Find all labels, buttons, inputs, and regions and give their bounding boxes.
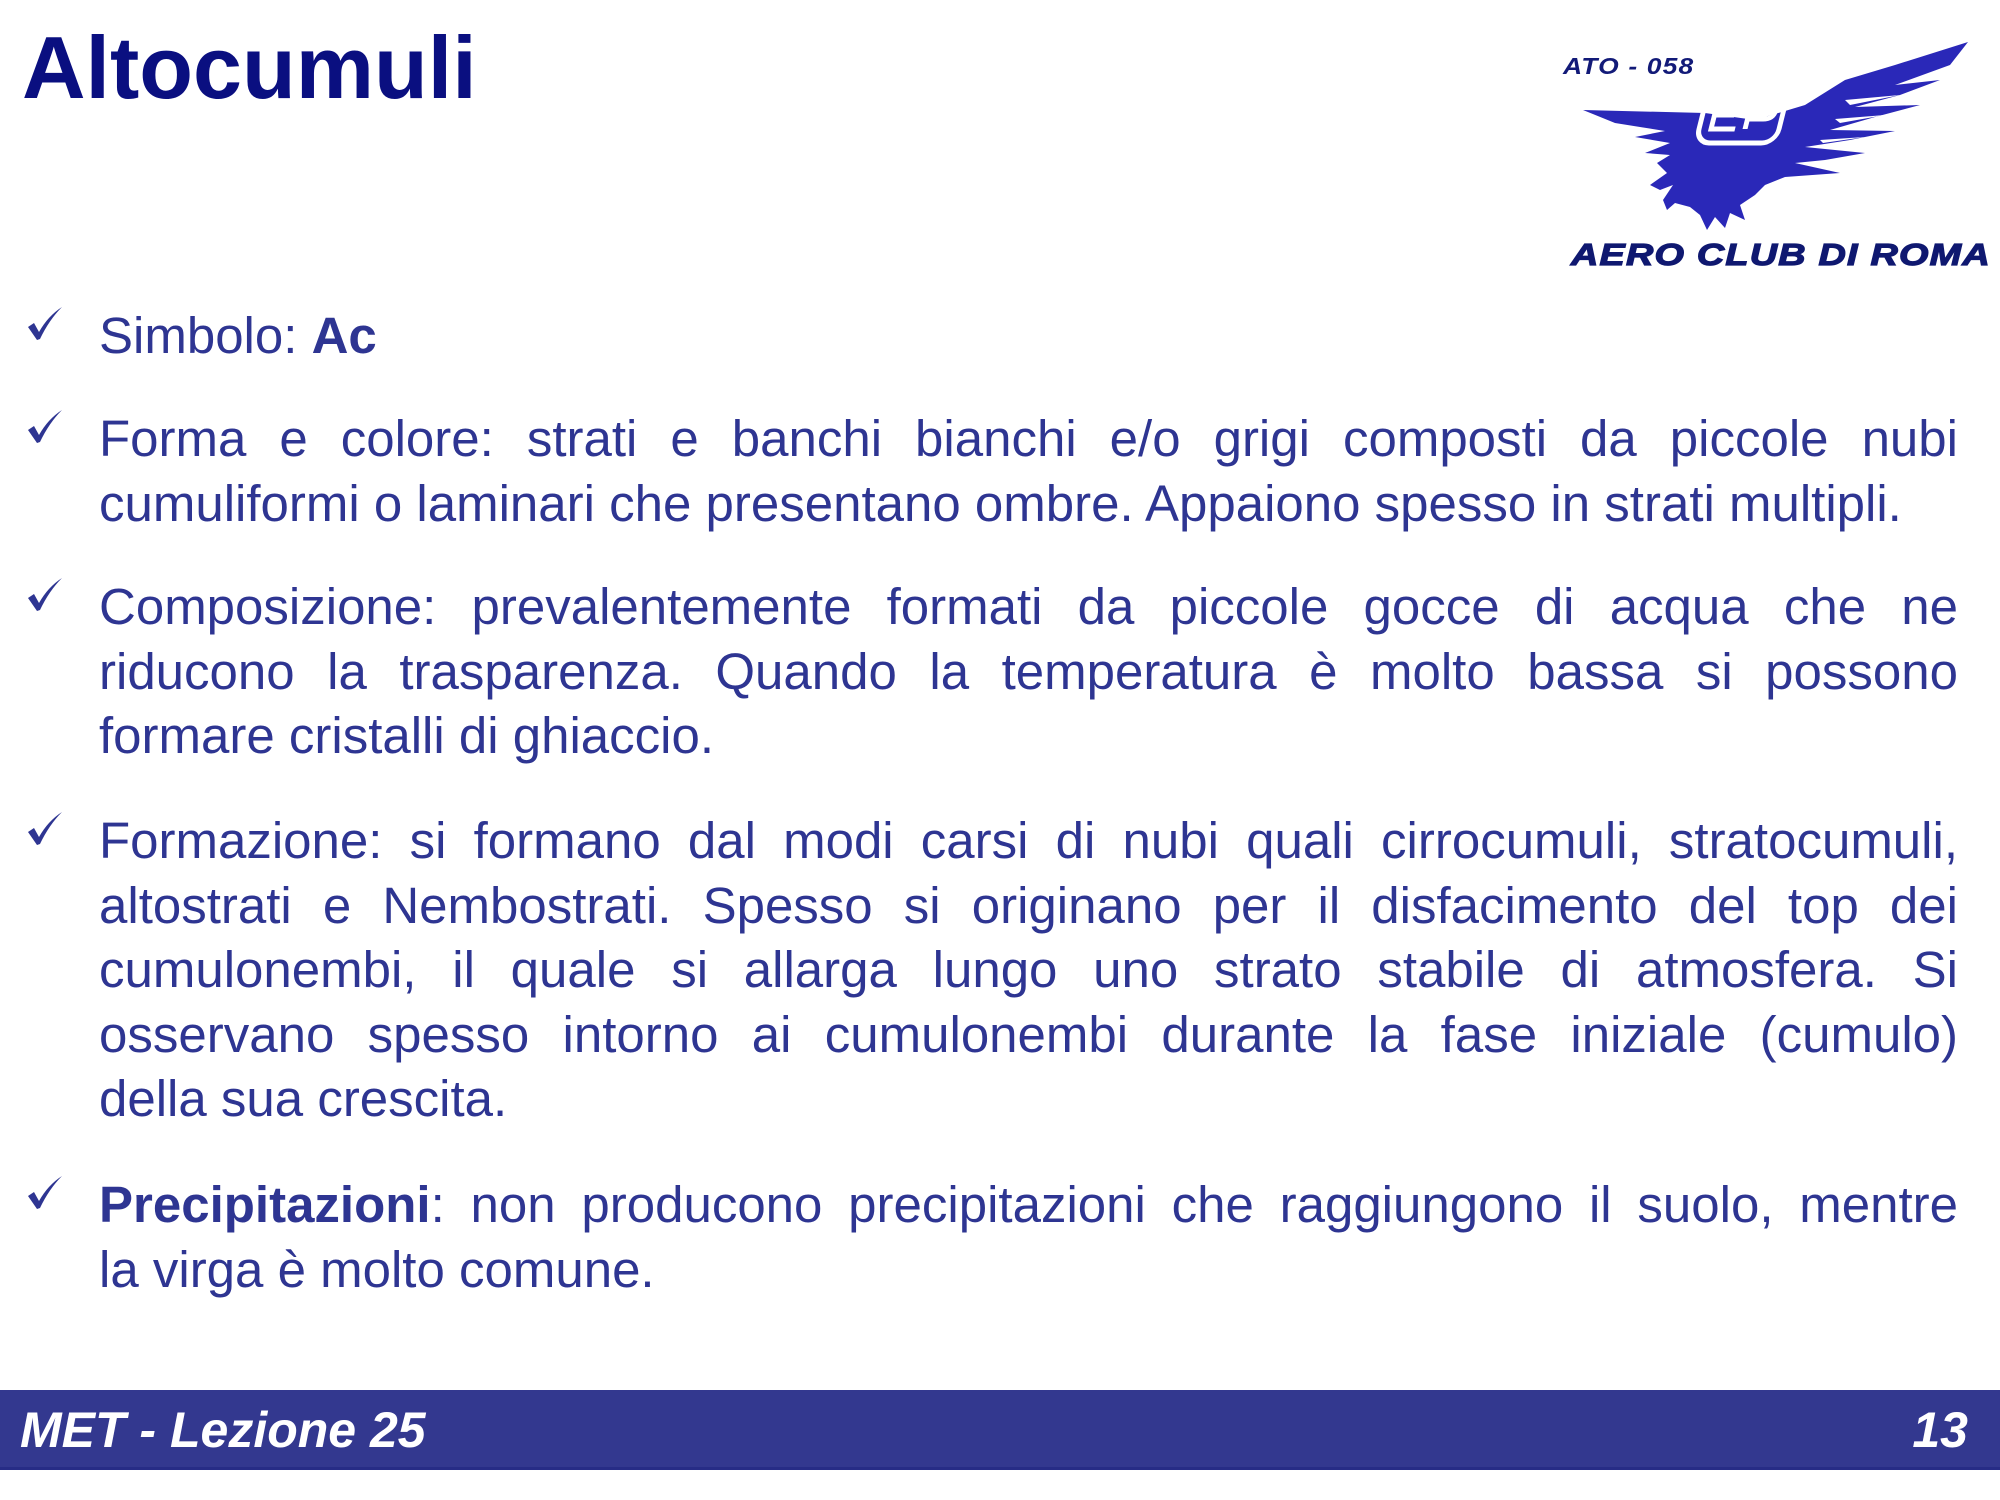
- checkmark-icon: [26, 306, 64, 342]
- logo-name: AERO CLUB DI ROMA: [1571, 237, 1991, 272]
- checkmark-icon: [26, 577, 64, 613]
- aero-club-logo: [1555, 35, 1991, 280]
- bullet-line: della sua crescita.: [99, 1070, 508, 1127]
- bullet-line: Precipitazioni: non producono precipitazioni che raggiungono il suolo, mentre: [99, 1176, 1958, 1233]
- bullet-line: Simbolo: Ac: [99, 307, 377, 364]
- bullet-line: formare cristalli di ghiaccio.: [99, 707, 715, 764]
- bullet-line: Forma e colore: strati e banchi bianchi e/o grigi composti da piccole nubi: [99, 410, 1958, 467]
- slide-title: Altocumuli: [22, 18, 477, 117]
- bullet-line: osservano spesso intorno ai cumulonembi durante la fase iniziale (cumulo): [99, 1005, 1958, 1063]
- bullet-line: Composizione: prevalentemente formati da piccole gocce di acqua che ne: [99, 578, 1958, 635]
- bullet-line: la virga è molto comune.: [99, 1240, 655, 1298]
- logo-code: ATO - 058: [1563, 53, 1695, 79]
- checkmark-icon: [26, 409, 64, 445]
- bullet-line: riducono la trasparenza. Quando la temperatura è molto bassa si possono: [99, 642, 1958, 700]
- slide-footer: [0, 1390, 2000, 1470]
- checkmark-icon: [26, 811, 64, 847]
- page-number: 13: [1912, 1402, 1968, 1458]
- checkmark-icon: [26, 1175, 64, 1211]
- bullet-line: cumulonembi, il quale si allarga lungo uno strato stabile di atmosfera. Si: [99, 941, 1958, 998]
- bullet-line: cumuliformi o laminari che presentano ombre. Appaiono spesso in strati multipli.: [99, 474, 1902, 532]
- footer-lesson-label: MET - Lezione 25: [20, 1402, 426, 1458]
- bullet-line: Formazione: si formano dal modi carsi di nubi quali cirrocumuli, stratocumuli,: [99, 812, 1958, 869]
- bullet-line: altostrati e Nembostrati. Spesso si originano per il disfacimento del top dei: [99, 876, 1958, 934]
